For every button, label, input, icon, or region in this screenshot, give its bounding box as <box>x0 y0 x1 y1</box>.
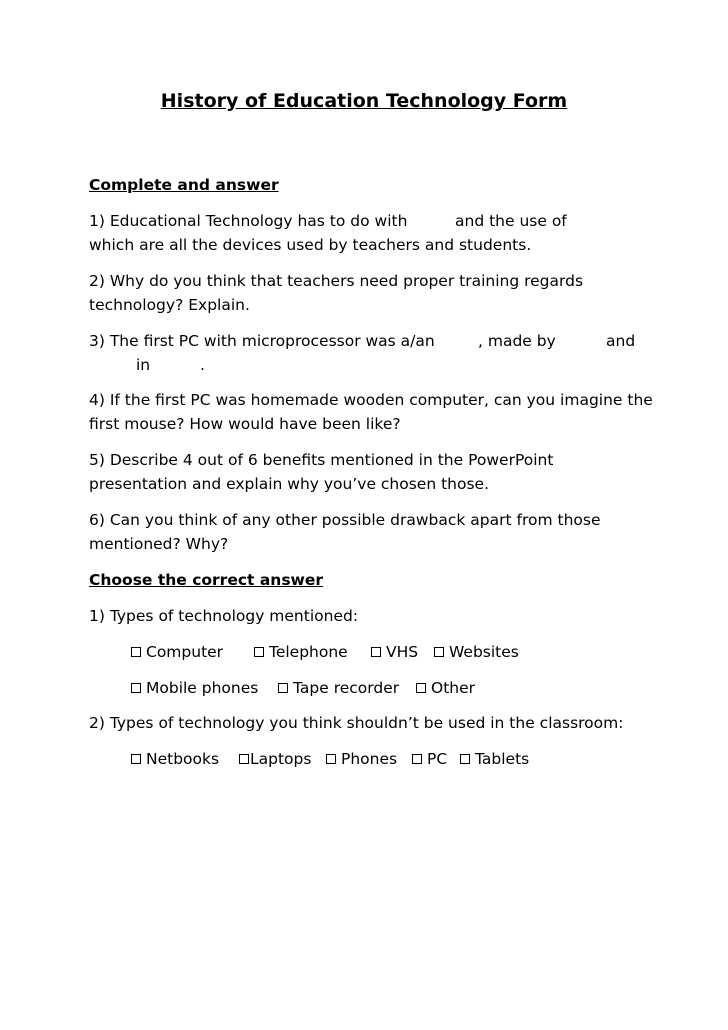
question-3-in: in <box>136 356 151 374</box>
question-2-line-2: technology? Explain. <box>89 296 250 314</box>
question-4-line-2: first mouse? How would have been like? <box>89 415 401 433</box>
option-computer[interactable] <box>131 643 223 661</box>
checkbox-icon[interactable] <box>412 754 422 764</box>
option-pc[interactable] <box>412 750 447 768</box>
checkbox-icon[interactable] <box>239 754 249 764</box>
option-tape-recorder[interactable] <box>278 679 399 697</box>
checkbox-icon[interactable] <box>254 647 264 657</box>
option-label: Tape recorder <box>293 679 400 697</box>
option-label: Phones <box>341 750 398 768</box>
question-6-line-2: mentioned? Why? <box>89 535 229 553</box>
option-label: Netbooks <box>146 750 220 768</box>
option-label: Websites <box>449 643 519 661</box>
option-tablets[interactable] <box>460 750 529 768</box>
option-websites[interactable] <box>434 643 519 661</box>
checkbox-icon[interactable] <box>278 683 288 693</box>
page-title-text: History of Education Technology Form <box>160 90 568 112</box>
option-label: Computer <box>146 643 224 661</box>
option-label: VHS <box>386 643 419 661</box>
option-label: Other <box>431 679 476 697</box>
option-mobile-phones[interactable] <box>131 679 258 697</box>
question-1-part-1: 1) Educational Technology has to do with <box>89 212 408 230</box>
question-3-part-1: 3) The first PC with microprocessor was a/an <box>89 332 435 350</box>
checkbox-icon[interactable] <box>131 647 141 657</box>
question-1-part-2: and the use of <box>455 212 567 230</box>
choose-question-1: 1) Types of technology mentioned: <box>89 607 359 625</box>
option-vhs[interactable] <box>371 643 418 661</box>
question-6-line-1: 6) Can you think of any other possible drawback apart from those <box>89 511 601 529</box>
question-3-part-2: , made by <box>478 332 556 350</box>
checkbox-icon[interactable] <box>131 683 141 693</box>
question-5-line-2: presentation and explain why you’ve chosen those. <box>89 475 490 493</box>
option-label: Mobile phones <box>146 679 259 697</box>
option-label: PC <box>427 750 448 768</box>
checkbox-icon[interactable] <box>416 683 426 693</box>
question-2-line-1: 2) Why do you think that teachers need proper training regards <box>89 272 584 290</box>
section-heading-choose: Choose the correct answer <box>89 571 324 589</box>
checkbox-icon[interactable] <box>460 754 470 764</box>
choose-question-2: 2) Types of technology you think shouldn’t be used in the classroom: <box>89 714 624 732</box>
option-phones[interactable] <box>326 750 397 768</box>
section-heading-complete: Complete and answer <box>89 176 279 194</box>
option-label: Tablets <box>475 750 530 768</box>
checkbox-icon[interactable] <box>131 754 141 764</box>
option-netbooks[interactable] <box>131 750 219 768</box>
option-laptops[interactable] <box>239 750 311 768</box>
page-title <box>0 90 728 112</box>
option-label: Telephone <box>269 643 348 661</box>
question-5-line-1: 5) Describe 4 out of 6 benefits mentioned in the PowerPoint <box>89 451 554 469</box>
option-telephone[interactable] <box>254 643 348 661</box>
question-3-period: . <box>200 356 205 374</box>
option-label: Laptops <box>250 750 312 768</box>
question-1-line-2: which are all the devices used by teachers and students. <box>89 236 532 254</box>
option-other[interactable] <box>416 679 475 697</box>
question-4-line-1: 4) If the first PC was homemade wooden computer, can you imagine the <box>89 391 653 409</box>
question-3-part-3: and <box>606 332 636 350</box>
checkbox-icon[interactable] <box>434 647 444 657</box>
checkbox-icon[interactable] <box>371 647 381 657</box>
checkbox-icon[interactable] <box>326 754 336 764</box>
